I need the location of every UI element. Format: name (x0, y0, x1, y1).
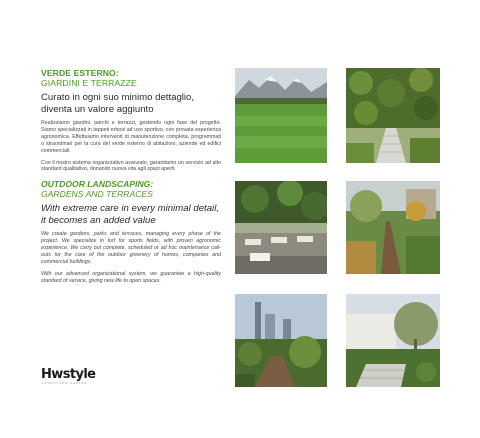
brand-tagline: LANDSCAPE DESIGN (42, 382, 88, 385)
terrace-loungers-photo (235, 181, 327, 274)
olive-garden-steps-photo (346, 294, 440, 387)
italian-heading: VERDE ESTERNO: (41, 68, 119, 78)
english-heading: OUTDOOR LANDSCAPING: (41, 179, 154, 190)
italian-lead: Curato in ogni suo minimo dettaglio, diventa un valore aggiunto (41, 92, 195, 115)
english-lead: With extreme care in every minimal detail, it becomes an added value (41, 203, 219, 226)
italian-paragraph-2: Con il nostro sistema organizzativo avanzato, garantiamo un servizio ad alto standard qualitativo, donando nuova vita agli spazi aperti. (41, 159, 221, 173)
lawn-mountains-photo (235, 68, 327, 163)
garden-path-photo (346, 181, 440, 274)
english-subheading: GARDENS AND TERRACES (41, 189, 153, 200)
green-wall-stairs-photo (346, 68, 440, 163)
english-paragraph-1: We create gardens, parks and terraces, managing every phase of the project. We specialize in turf for sports fields, with proven agronomic experience. We carry out complete, scheduled or ad hoc maintenance call-outs for the care of the outdoor greenery of homes, companies and commercial buildings. (41, 231, 221, 265)
text-column (41, 68, 221, 285)
brand-logo: Hwstyle (41, 367, 96, 382)
italian-subheading: GIARDINI E TERRAZZE (41, 78, 137, 88)
rooftop-city-photo (235, 294, 327, 387)
english-paragraph-2: With our advanced organizational system, we guarantee a high-quality standard of service, giving new life to open spaces. (41, 270, 221, 284)
italian-paragraph-1: Realizziamo giardini, parchi e terrazzi, gestendo ogni fase del progetto. Siamo specializzati in tappeti erbosi ad uso sportivo, con provata esperienza agronomica. Effettuiamo interventi di manutenzione completa, programmati o straordinari per la cura del verde esterno di abitazioni, aziende ed edifici commerciali. (41, 120, 221, 154)
